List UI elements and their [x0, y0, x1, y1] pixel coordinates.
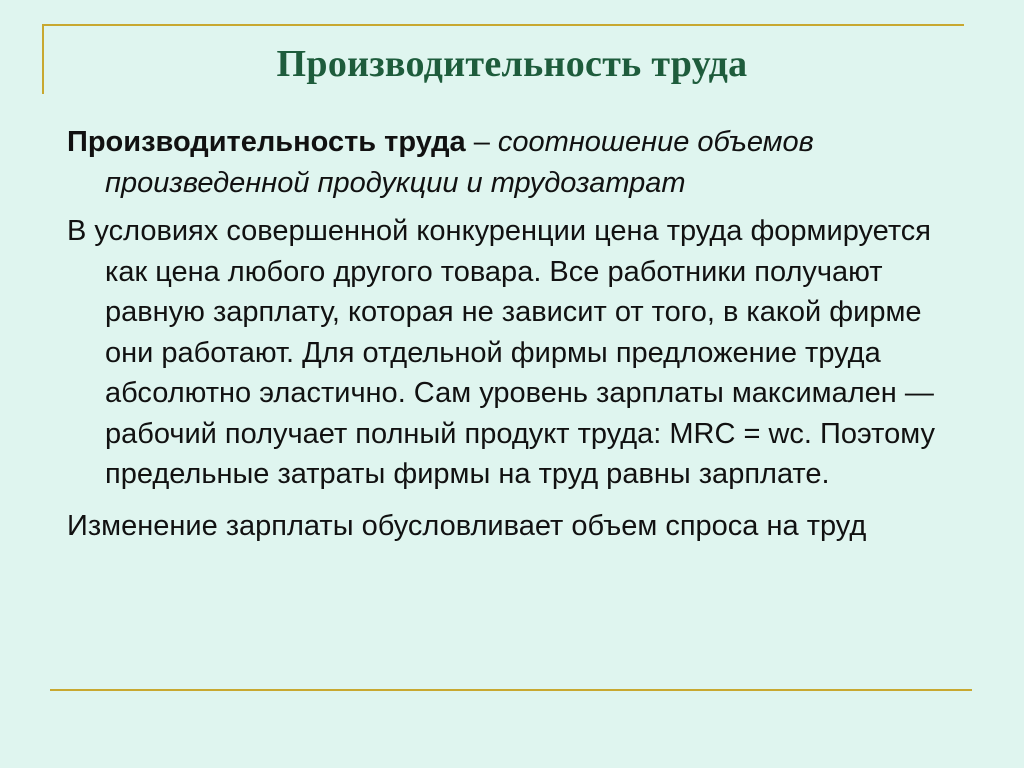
definition-paragraph	[67, 122, 972, 203]
bottom-rule	[50, 689, 972, 691]
wage-demand-paragraph: Изменение зарплаты обусловливает объем спроса на труд	[67, 509, 867, 542]
definition-term: Производительность труда	[67, 126, 466, 158]
top-rule	[42, 24, 964, 26]
competition-paragraph: В условиях совершенной конкуренции цена труда формируется как цена любого другого товара. Все работники получают равную зарплату, которая не зависит от того, в какой фирме они работают. Для отдельной фирмы предложение труда абсолютно эластично. Сам уровень зарплаты максимален — рабочий получает полный продукт труда: MRC = wc. Поэтому предельные затраты фирмы на труд равны зарплате.	[67, 215, 936, 490]
definition-dash: –	[465, 126, 498, 158]
slide-body	[67, 122, 972, 549]
slide-title: Производительность труда	[276, 43, 748, 85]
definition-text: соотношение объемов произведенной продукции и трудозатрат	[105, 126, 814, 199]
